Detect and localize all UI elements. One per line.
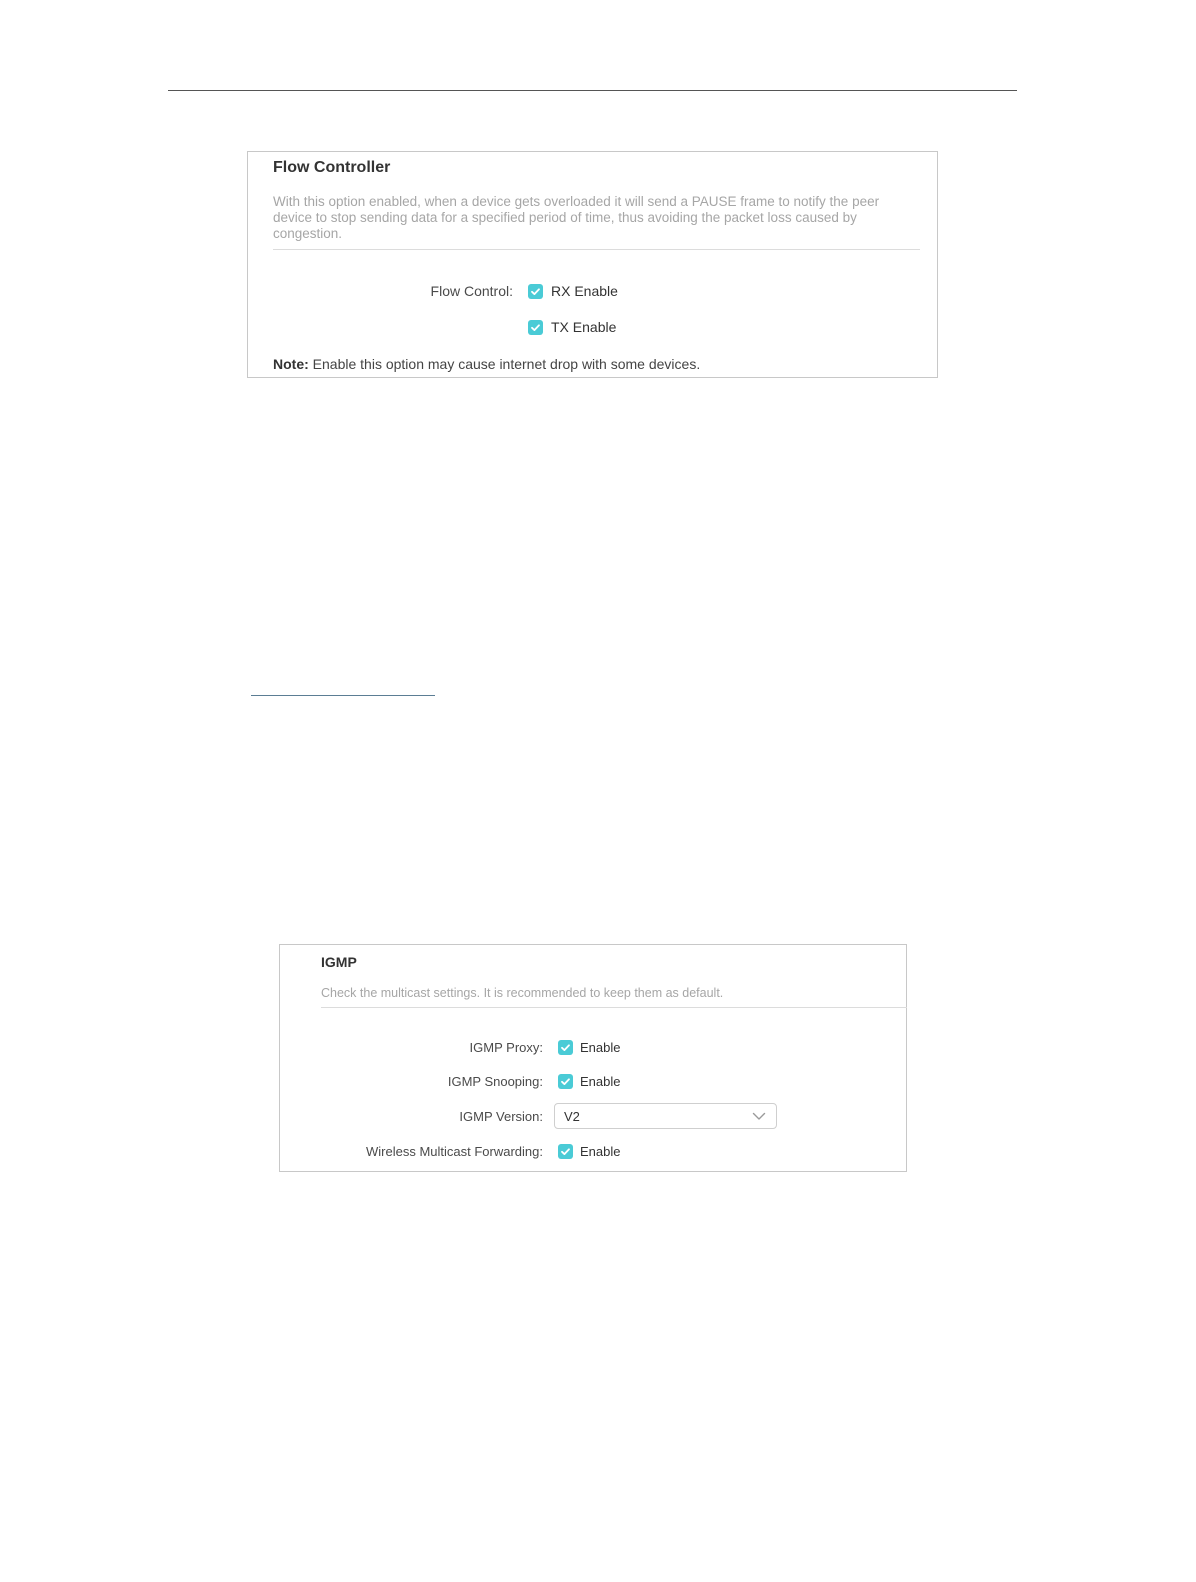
wireless-multicast-label: Wireless Multicast Forwarding:	[366, 1144, 543, 1159]
igmp-title: IGMP	[321, 954, 357, 970]
igmp-panel	[279, 944, 907, 1172]
wireless-multicast-checkbox[interactable]	[558, 1144, 573, 1159]
igmp-version-label: IGMP Version:	[459, 1109, 543, 1124]
tx-enable-checkbox[interactable]	[528, 320, 543, 335]
note-text: Enable this option may cause internet drop with some devices.	[312, 356, 701, 372]
wireless-multicast-option[interactable]: Enable	[580, 1144, 621, 1159]
rx-enable-checkbox[interactable]	[528, 284, 543, 299]
flow-controller-title: Flow Controller	[273, 159, 391, 176]
igmp-snooping-option[interactable]: Enable	[580, 1074, 621, 1089]
flow-controller-panel	[247, 151, 938, 378]
igmp-snooping-label: IGMP Snooping:	[447, 1074, 543, 1089]
igmp-version-value: V2	[564, 1109, 580, 1124]
check-icon	[528, 320, 543, 335]
igmp-proxy-label: IGMP Proxy:	[469, 1040, 543, 1055]
link-underline	[251, 695, 435, 696]
igmp-proxy-checkbox[interactable]	[558, 1040, 573, 1055]
flow-control-note	[273, 356, 700, 372]
igmp-snooping-checkbox[interactable]	[558, 1074, 573, 1089]
chevron-down-icon	[752, 1111, 766, 1121]
check-icon	[528, 284, 543, 299]
divider	[321, 1007, 907, 1008]
igmp-description: Check the multicast settings. It is recommended to keep them as default.	[321, 986, 724, 1000]
check-icon	[558, 1040, 573, 1055]
igmp-proxy-option[interactable]: Enable	[580, 1040, 621, 1055]
rx-enable-label[interactable]: RX Enable	[551, 283, 618, 299]
check-icon	[558, 1074, 573, 1089]
divider	[273, 249, 920, 250]
igmp-version-select[interactable]	[554, 1103, 777, 1129]
flow-controller-description: With this option enabled, when a device gets overloaded it will send a PAUSE frame to notify the peer device to stop sending data for a specified period of time, thus avoiding the packet loss caused by congestion.	[273, 194, 880, 241]
tx-enable-label[interactable]: TX Enable	[551, 319, 617, 335]
page-header-rule	[168, 90, 1017, 91]
note-prefix: Note:	[273, 356, 309, 372]
flow-control-label: Flow Control:	[430, 283, 513, 299]
check-icon	[558, 1144, 573, 1159]
